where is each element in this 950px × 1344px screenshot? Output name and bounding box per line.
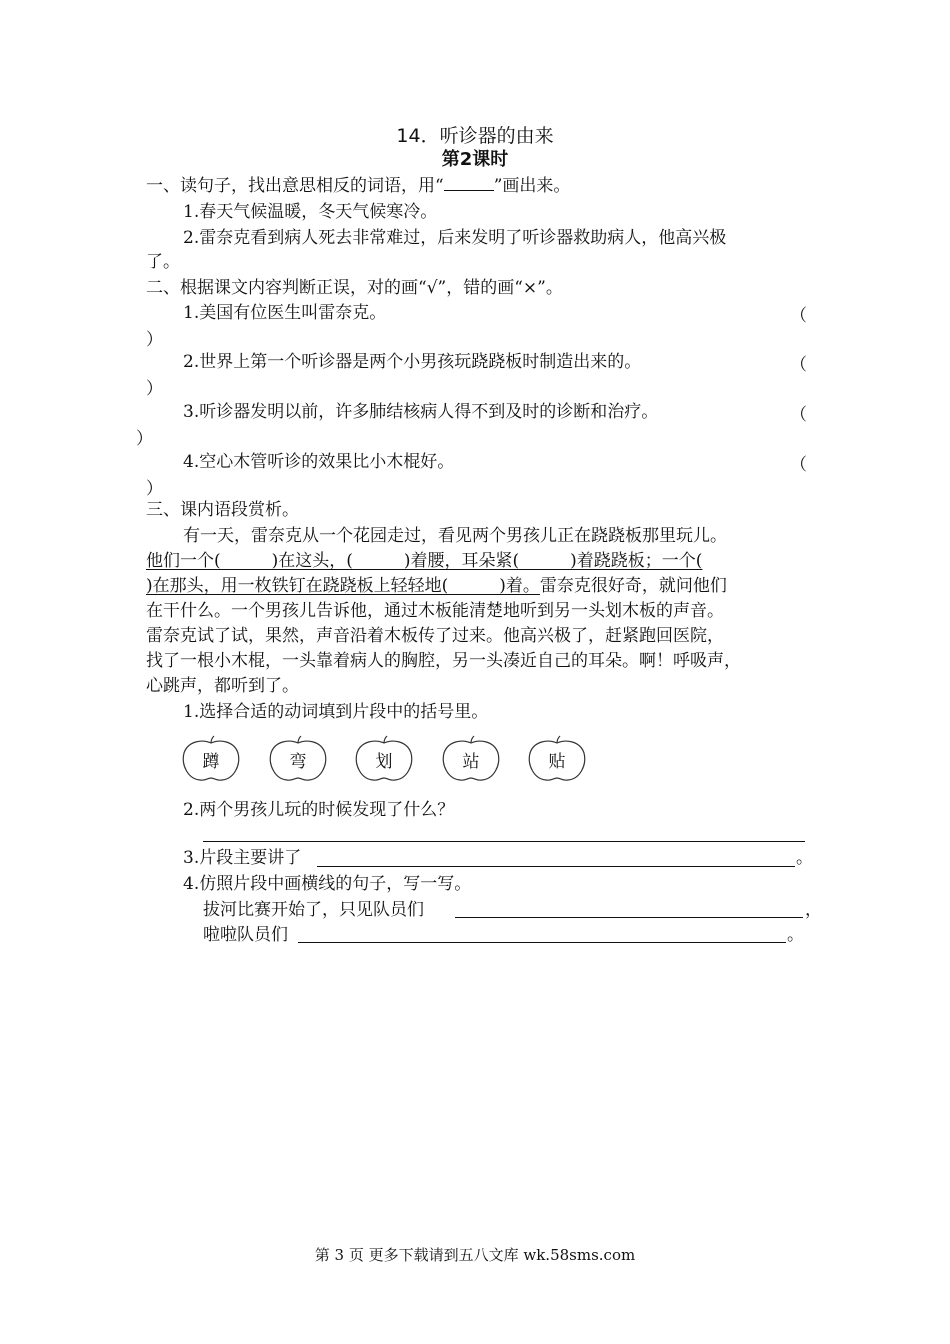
q4-line1-prefix: 拔河比赛开始了，只见队员们	[203, 900, 424, 920]
apple-word-card	[526, 735, 588, 785]
answer-line-q4-1[interactable]	[455, 917, 803, 918]
apple-word: 贴	[548, 752, 566, 772]
answer-paren-close-1[interactable]: ）	[146, 330, 163, 350]
passage-line-5: 雷奈克试了试，果然，声音沿着木板传了过来。他高兴极了，赶紧跑回医院，	[146, 626, 724, 646]
question-1: 1.选择合适的动词填到片段中的括号里。	[183, 702, 489, 722]
passage-line-1: 有一天，雷奈克从一个花园走过，看见两个男孩儿正在跷跷板那里玩儿。	[183, 526, 727, 546]
page-subtitle: 第2课时	[441, 149, 509, 170]
page-footer: 第 3 页 更多下载请到五八文库 wk.58sms.com	[314, 1246, 636, 1264]
apple-word: 划	[375, 752, 393, 772]
question-4: 4.仿照片段中画横线的句子，写一写。	[183, 874, 472, 894]
section1-item2-line2: 了。	[146, 252, 180, 272]
passage-line-2: 他们一个( )在这头，( )着腰，耳朵紧( )着跷跷板；一个(	[146, 551, 703, 571]
passage-line-6: 找了一根小木棍，一头靠着病人的胸腔，另一头凑近自己的耳朵。啊！呼吸声，	[146, 651, 741, 671]
answer-line-q3[interactable]	[317, 866, 795, 867]
answer-line-q4-2[interactable]	[298, 942, 786, 943]
apple-word: 弯	[289, 752, 307, 772]
q4-line2-suffix: 。	[787, 925, 804, 945]
judgment-item-1: 1.美国有位医生叫雷奈克。	[183, 303, 387, 323]
apple-word-card	[440, 735, 502, 785]
passage-line-4: 在干什么。一个男孩儿告诉他，通过木板能清楚地听到另一头划木板的声音。	[146, 601, 724, 621]
apple-word-card	[353, 735, 415, 785]
section1-heading-post: ”画出来。	[493, 176, 571, 196]
section1-heading-pre: 一、读句子，找出意思相反的词语，用“	[146, 176, 444, 196]
apple-word-card	[267, 735, 329, 785]
passage-line-3-rest: 雷奈克很好奇，就问他们	[539, 576, 727, 596]
section1-item1: 1.春天气候温暖，冬天气候寒冷。	[183, 202, 438, 222]
section1-heading	[146, 174, 570, 198]
answer-paren-close-2[interactable]: ）	[146, 379, 163, 399]
judgment-item-2: 2.世界上第一个听诊器是两个小男孩玩跷跷板时制造出来的。	[183, 352, 642, 372]
answer-paren-open-2[interactable]: （	[790, 355, 807, 375]
judgment-item-4: 4.空心木管听诊的效果比小木棍好。	[183, 452, 455, 472]
judgment-item-3: 3.听诊器发明以前，许多肺结核病人得不到及时的诊断和治疗。	[183, 402, 659, 422]
page-title: 14．听诊器的由来	[396, 125, 554, 147]
apple-word: 蹲	[202, 752, 220, 772]
answer-line-q2[interactable]	[203, 841, 805, 842]
answer-paren-open-3[interactable]: （	[790, 405, 807, 425]
section3-heading: 三、课内语段赏析。	[146, 500, 299, 520]
question-3	[183, 846, 301, 870]
q4-line2-prefix: 啦啦队员们	[203, 925, 288, 945]
question-3-suffix: 。	[796, 848, 813, 868]
underline-sample	[444, 176, 494, 191]
answer-paren-close-4[interactable]: ）	[146, 479, 163, 499]
q4-line1-suffix: ，	[805, 900, 822, 920]
section2-heading: 二、根据课文内容判断正误，对的画“√”，错的画“×”。	[146, 278, 563, 298]
apple-word-card	[180, 735, 242, 785]
section1-item2-line1: 2.雷奈克看到病人死去非常难过，后来发明了听诊器救助病人，他高兴极	[183, 228, 727, 248]
answer-paren-open-1[interactable]: （	[790, 306, 807, 326]
passage-line-3	[146, 574, 727, 598]
question-2: 2.两个男孩儿玩的时候发现了什么？	[183, 800, 455, 820]
apple-word: 站	[462, 752, 480, 772]
passage-line-3-underlined: )在那头，用一枚铁钉在跷跷板上轻轻地( )着。	[146, 576, 540, 596]
answer-paren-close-3[interactable]: ）	[136, 429, 153, 449]
passage-line-7: 心跳声，都听到了。	[146, 676, 299, 696]
answer-paren-open-4[interactable]: （	[790, 455, 807, 475]
question-3-prefix: 3.片段主要讲了	[183, 848, 302, 868]
